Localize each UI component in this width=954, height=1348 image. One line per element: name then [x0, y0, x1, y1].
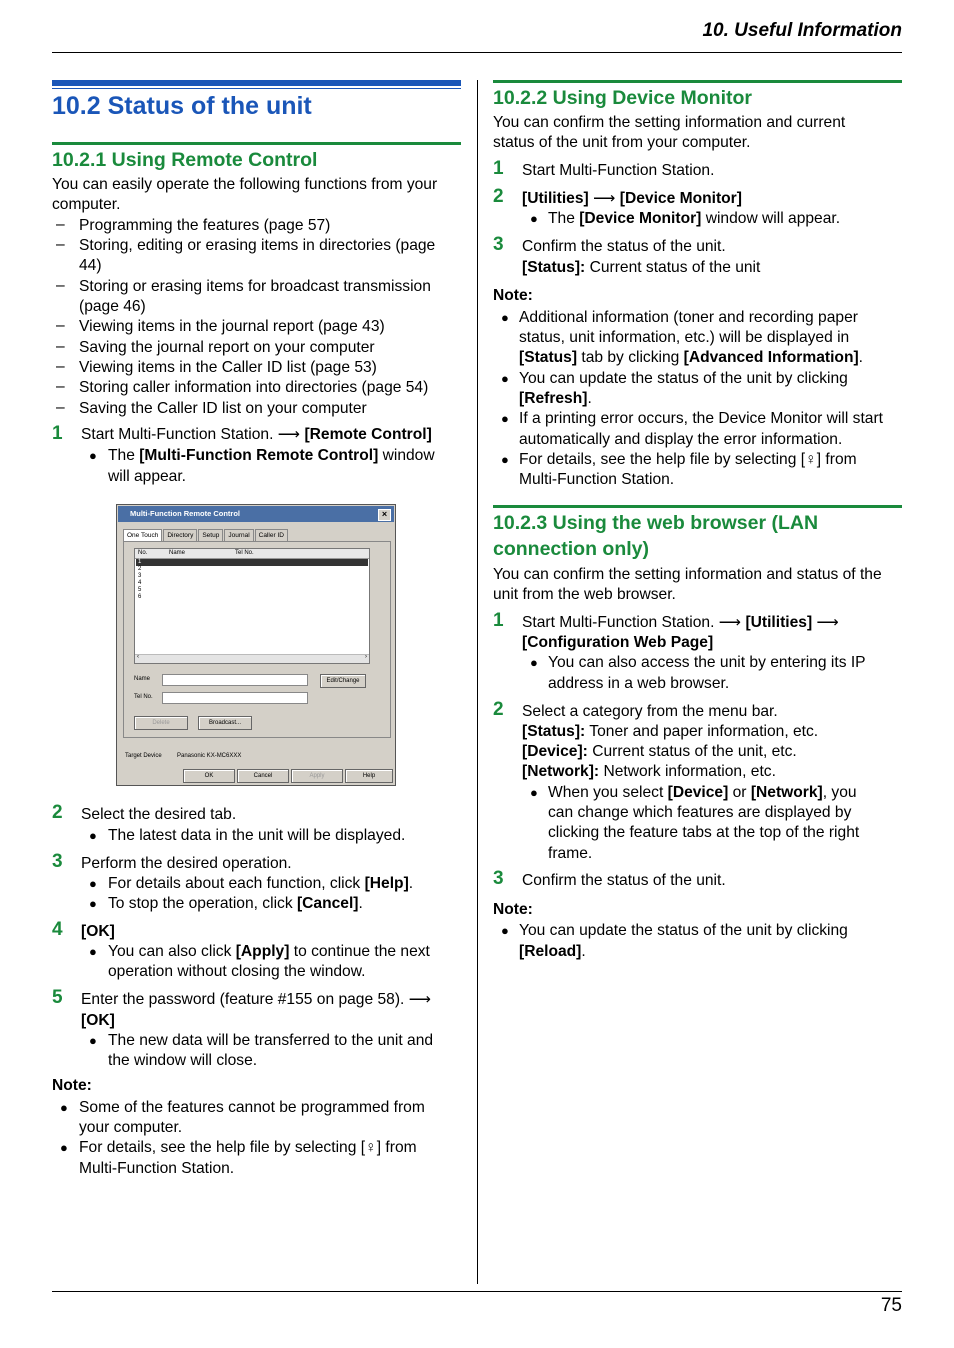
- text-part: Toner and paper information, etc.: [585, 723, 819, 740]
- close-icon: ×: [378, 509, 391, 521]
- key-label: [Utilities]: [522, 190, 589, 207]
- tab-bar: [123, 529, 289, 541]
- text-part: For details, see the help file by selecting [: [519, 451, 806, 468]
- step-text: Confirm the status of the unit.: [522, 238, 726, 255]
- subsection-heading: connection only): [493, 538, 649, 560]
- step-text: [522, 722, 818, 742]
- subsection-bar: [493, 505, 902, 508]
- key-label: [Remote Control]: [304, 426, 432, 443]
- help-icon: ♀: [805, 451, 817, 468]
- bullet-icon: ●: [530, 785, 538, 800]
- step-text: [522, 258, 760, 278]
- step-number: 3: [493, 868, 504, 889]
- step-text: [522, 633, 713, 653]
- step-number: 2: [493, 186, 504, 207]
- text-part: window will appear.: [701, 210, 841, 227]
- step-text: [522, 613, 839, 633]
- step-text-main: Start Multi-Function Station.: [81, 426, 278, 443]
- arrow-icon: ⟶: [718, 614, 742, 631]
- ok-button: OK: [183, 769, 235, 783]
- key-label: [Status]:: [522, 259, 586, 276]
- subsection-heading: 10.2.2 Using Device Monitor: [493, 87, 752, 109]
- bullet-icon: ●: [530, 211, 538, 226]
- bullet-icon: ●: [60, 1140, 68, 1155]
- bullet-icon: ●: [60, 1100, 68, 1115]
- scroll-left-icon: ‹: [137, 654, 139, 660]
- page-number: 75: [880, 1295, 902, 1316]
- bullet-text: frame.: [548, 845, 593, 862]
- key-label: [Advanced Information]: [683, 349, 859, 366]
- bullet-icon: ●: [89, 828, 97, 843]
- text-part: You can also click: [108, 943, 236, 960]
- intro-line: status of the unit from your computer.: [493, 134, 751, 151]
- bullet-icon: ●: [89, 448, 97, 463]
- text-part: ] from: [816, 451, 857, 468]
- intro-line: You can confirm the setting information and current: [493, 114, 846, 131]
- text-part: Network information, etc.: [599, 763, 776, 780]
- note-text: [Status] tab by clicking [Advanced Information].: [519, 349, 864, 366]
- bullet-text: You can also access the unit by entering its IP: [548, 654, 866, 671]
- list-item: Saving the Caller ID list on your computer: [79, 400, 367, 417]
- step-number: 4: [52, 919, 63, 940]
- text-part: To stop the operation, click: [108, 895, 297, 912]
- key-label: [Reload]: [519, 943, 582, 960]
- note-text: You can update the status of the unit by clicking: [519, 370, 848, 387]
- bullet-text: [108, 942, 430, 962]
- step-number: 5: [52, 987, 63, 1008]
- telno-label: Tel No.: [134, 694, 153, 700]
- dash-marker: –: [56, 338, 65, 355]
- key-label: [Configuration Web Page]: [522, 634, 714, 651]
- step-number: 2: [52, 802, 63, 823]
- window-title: Multi-Function Remote Control: [130, 509, 240, 518]
- telno-field: [162, 692, 308, 704]
- key-label: [Device]:: [522, 743, 588, 760]
- bullet-icon: ●: [501, 371, 509, 386]
- key-label: [Status]:: [522, 723, 586, 740]
- note-label: Note:: [493, 287, 533, 304]
- bullet-text: address in a web browser.: [548, 675, 730, 692]
- key-label: [Device Monitor]: [579, 210, 702, 227]
- note-text: You can update the status of the unit by clicking: [519, 922, 848, 939]
- target-device-label: Target Device: [125, 753, 162, 759]
- key-label: [Multi-Function Remote Control]: [139, 447, 379, 464]
- selected-row: [136, 559, 368, 566]
- step-text: [81, 990, 431, 1010]
- name-field: [162, 674, 308, 686]
- dash-marker: –: [56, 358, 65, 375]
- dash-marker: –: [56, 378, 65, 395]
- bullet-text: operation without closing the window.: [108, 963, 366, 980]
- footer-rule: [52, 1291, 902, 1292]
- step-text: [522, 762, 776, 782]
- key-label: [OK]: [81, 1012, 115, 1029]
- note-label: Note:: [52, 1077, 92, 1094]
- bullet-text: The new data will be transferred to the unit and: [108, 1032, 434, 1049]
- name-label: Name: [134, 676, 151, 682]
- bullet-text: can change which features are displayed by: [548, 804, 852, 821]
- key-label: [Network]: [750, 784, 823, 801]
- dash-marker: –: [56, 399, 65, 416]
- list-item: 2: [138, 566, 142, 572]
- column-header: Name: [169, 550, 186, 556]
- intro-line: You can confirm the setting information and status of the: [493, 566, 882, 583]
- arrow-icon: ⟶: [593, 190, 616, 207]
- note-label: Note:: [493, 901, 533, 918]
- column-header: Tel No.: [235, 550, 254, 556]
- window-titlebar: [118, 506, 394, 522]
- intro-line: computer.: [52, 196, 121, 213]
- step-number: 2: [493, 699, 504, 720]
- key-label: [Status]: [519, 349, 578, 366]
- apply-button: Apply: [291, 769, 343, 783]
- list-item: 5: [138, 587, 142, 593]
- step-text: [81, 425, 432, 445]
- text-part: window: [378, 447, 435, 464]
- edit-change-button: Edit/Change: [320, 674, 366, 688]
- dash-marker: –: [56, 216, 65, 233]
- key-label: [Device]: [667, 784, 729, 801]
- step-number: 3: [493, 234, 504, 255]
- subsection-heading: 10.2.1 Using Remote Control: [52, 149, 318, 171]
- subsection-heading: 10.2.3 Using the web browser (LAN: [493, 512, 819, 534]
- bullet-icon: ●: [501, 923, 509, 938]
- subsection-bar: [52, 142, 461, 145]
- text-part: Current status of the unit: [585, 259, 761, 276]
- arrow-icon: ⟶: [408, 991, 432, 1008]
- list-item: Viewing items in the Caller ID list (page 53): [79, 359, 377, 376]
- step-number: 1: [52, 423, 63, 444]
- list-item: 3: [138, 573, 142, 579]
- note-text: Multi-Function Station.: [519, 471, 675, 488]
- step-text: Select a category from the menu bar.: [522, 703, 778, 720]
- text-part: Start Multi-Function Station.: [522, 614, 719, 631]
- bullet-icon: ●: [89, 896, 97, 911]
- note-text: automatically and display the error information.: [519, 431, 843, 448]
- bullet-text: will appear.: [108, 468, 187, 485]
- key-label: [Refresh]: [519, 390, 588, 407]
- h1-bar-thin: [52, 88, 461, 89]
- bullet-text: [548, 783, 857, 803]
- key-label: [OK]: [81, 923, 115, 940]
- step-number: 3: [52, 851, 63, 872]
- cancel-button: Cancel: [237, 769, 289, 783]
- bullet-text: [108, 446, 435, 466]
- step-text: [81, 922, 115, 942]
- help-button: Help: [345, 769, 393, 783]
- running-header: 10. Useful Information: [702, 20, 902, 41]
- bullet-icon: ●: [89, 1033, 97, 1048]
- note-text: Additional information (toner and recording paper: [519, 309, 858, 326]
- bullet-icon: ●: [89, 876, 97, 891]
- text-part: Enter the password (feature #155 on page 58).: [81, 991, 409, 1008]
- tab-one-touch: One Touch: [123, 529, 162, 541]
- bullet-icon: ●: [530, 655, 538, 670]
- horizontal-scrollbar: [135, 654, 369, 663]
- tab-panel: [123, 541, 391, 738]
- text-part: tab by clicking: [577, 349, 684, 366]
- note-text: your computer.: [79, 1119, 183, 1136]
- dash-marker: –: [56, 317, 65, 334]
- note-text: [Refresh].: [519, 390, 592, 407]
- arrow-icon: ⟶: [277, 426, 305, 443]
- dash-marker: –: [56, 277, 65, 294]
- note-text: status, unit information, etc.) will be displayed in: [519, 329, 850, 346]
- tab-setup: Setup: [198, 529, 223, 541]
- list-header: [135, 549, 369, 559]
- step-number: 1: [493, 158, 504, 179]
- delete-button: Delete: [134, 716, 188, 730]
- key-label: [Apply]: [235, 943, 290, 960]
- bullet-icon: ●: [89, 944, 97, 959]
- bullet-text: [548, 209, 840, 229]
- scroll-right-icon: ›: [365, 654, 367, 660]
- text-part: The: [108, 447, 140, 464]
- bullet-text: clicking the feature tabs at the top of the right: [548, 824, 860, 841]
- text-part: ] from: [376, 1139, 417, 1156]
- note-text: Multi-Function Station.: [79, 1160, 235, 1177]
- help-icon: ♀: [365, 1139, 377, 1156]
- list-item: Programming the features (page 57): [79, 217, 331, 234]
- header-rule: [52, 52, 902, 53]
- text-part: When you select: [548, 784, 668, 801]
- key-label: [Network]:: [522, 763, 600, 780]
- subsection-bar: [493, 80, 902, 83]
- step-number: 1: [493, 610, 504, 631]
- text-part: to continue the next: [289, 943, 430, 960]
- note-text: [79, 1138, 417, 1158]
- note-text: Some of the features cannot be programmed from: [79, 1099, 425, 1116]
- step-text: [522, 742, 797, 762]
- column-divider: [477, 80, 478, 1284]
- list-item: Viewing items in the journal report (page 43): [79, 318, 385, 335]
- list-item: 4: [138, 580, 142, 586]
- column-header: No.: [138, 550, 148, 556]
- h1-bar: [52, 80, 461, 86]
- bullet-icon: ●: [501, 310, 509, 325]
- step-text: [81, 1011, 115, 1031]
- entries-list: [134, 548, 370, 664]
- list-item: Storing caller information into directories (page 54): [79, 379, 429, 396]
- target-device-value: Panasonic KX-MC6XXX: [177, 753, 242, 759]
- text-part: For details about each function, click: [108, 875, 365, 892]
- text-part: or: [728, 784, 751, 801]
- key-label: [Help]: [364, 875, 409, 892]
- bullet-text: For details about each function, click [Help].: [108, 875, 414, 892]
- step-text: Start Multi-Function Station.: [522, 162, 715, 179]
- list-item: Storing, editing or erasing items in directories (page: [79, 237, 436, 254]
- note-text: If a printing error occurs, the Device Monitor will start: [519, 410, 883, 427]
- list-item: Storing or erasing items for broadcast transmission: [79, 278, 431, 295]
- list-item: Saving the journal report on your computer: [79, 339, 375, 356]
- bullet-icon: ●: [501, 411, 509, 426]
- bullet-text: The latest data in the unit will be displayed.: [108, 827, 406, 844]
- dash-marker: –: [56, 236, 65, 253]
- step-text: Perform the desired operation.: [81, 855, 292, 872]
- tab-directory: Directory: [163, 529, 197, 541]
- broadcast-button: Broadcast...: [198, 716, 252, 730]
- list-item: 44): [79, 257, 102, 274]
- key-label: [Device Monitor]: [619, 190, 742, 207]
- note-text: [519, 450, 857, 470]
- bullet-text: the window will close.: [108, 1052, 258, 1069]
- text-part: The: [548, 210, 580, 227]
- tab-caller-id: Caller ID: [255, 529, 288, 541]
- step-text: [522, 189, 742, 209]
- intro-line: You can easily operate the following functions from your: [52, 176, 438, 193]
- intro-line: unit from the web browser.: [493, 586, 676, 603]
- section-heading: 10.2 Status of the unit: [52, 92, 312, 120]
- text-part: , you: [822, 784, 857, 801]
- step-text: Confirm the status of the unit.: [522, 872, 726, 889]
- text-part: Current status of the unit, etc.: [587, 743, 797, 760]
- key-label: [Utilities]: [745, 614, 813, 631]
- list-item: (page 46): [79, 298, 146, 315]
- note-text: [Reload].: [519, 943, 586, 960]
- key-label: [Cancel]: [296, 895, 359, 912]
- bullet-text: To stop the operation, click [Cancel].: [108, 895, 363, 912]
- tab-journal: Journal: [224, 529, 253, 541]
- arrow-icon: ⟶: [816, 614, 839, 631]
- step-text: Select the desired tab.: [81, 806, 237, 823]
- bullet-icon: ●: [501, 452, 509, 467]
- list-item: 1: [138, 559, 142, 565]
- text-part: For details, see the help file by selecting [: [79, 1139, 366, 1156]
- remote-control-window-screenshot: [116, 504, 396, 786]
- list-item: 6: [138, 594, 142, 600]
